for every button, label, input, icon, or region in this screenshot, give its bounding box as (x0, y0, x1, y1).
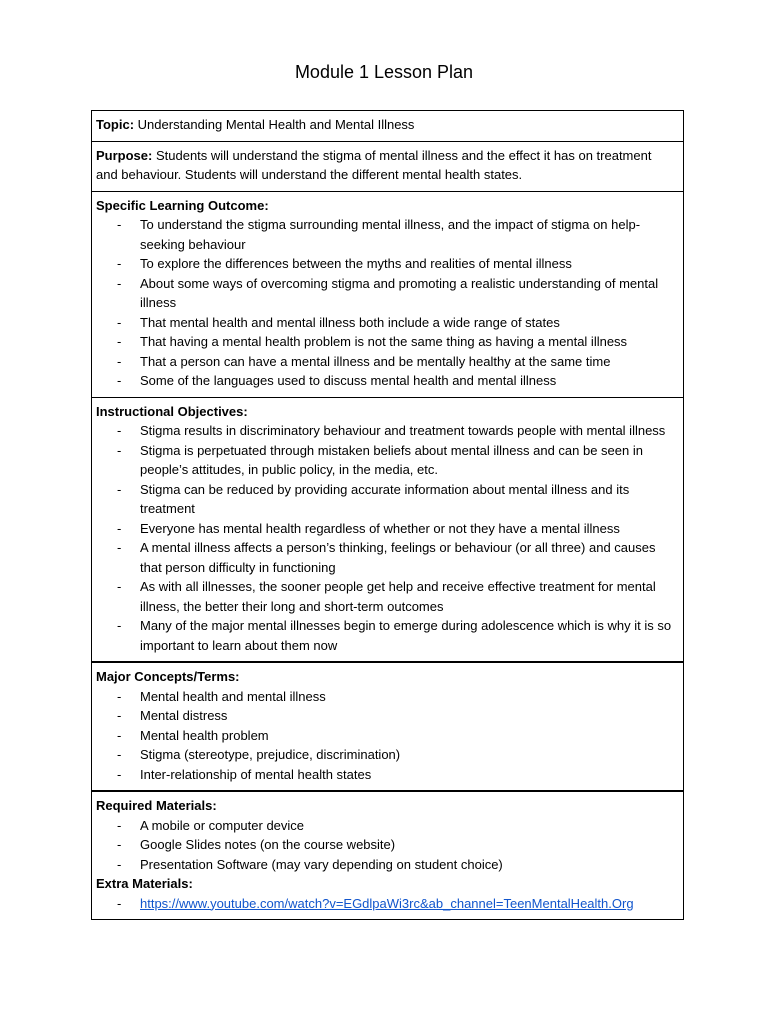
page-title: Module 1 Lesson Plan (294, 62, 474, 82)
list-item: - Mental health problem (96, 726, 675, 746)
list-item: - To explore the differences between the myths and realities of mental illness (96, 254, 675, 274)
objectives-list (96, 421, 675, 655)
list-item: - That mental health and mental illness both include a wide range of states (96, 313, 675, 333)
list-item: - Some of the languages used to discuss mental health and mental illness (96, 371, 675, 391)
list-item: - That a person can have a mental illness and be mentally healthy at the same time (96, 352, 675, 372)
extra-materials-list (96, 894, 675, 914)
list-item: - Mental distress (96, 706, 675, 726)
topic-text: Understanding Mental Health and Mental Illness (137, 117, 415, 132)
list-item: - Stigma can be reduced by providing accurate information about mental illness and its treatment (96, 480, 675, 519)
objectives-label: Instructional Objectives: (96, 403, 248, 419)
list-item: - Presentation Software (may vary depending on student choice) (96, 855, 675, 875)
outcomes-label: Specific Learning Outcome: (96, 197, 269, 213)
list-item: - About some ways of overcoming stigma and promoting a realistic understanding of mental illness (96, 274, 675, 313)
materials-list (96, 816, 675, 875)
purpose-row (92, 142, 683, 192)
purpose-text: Students will understand the stigma of mental illness and the effect it has on treatment and behaviour. Students will understand the different mental health states. (96, 147, 652, 182)
list-item: - A mobile or computer device (96, 816, 675, 836)
list-item: - A mental illness affects a person’s thinking, feelings or behaviour (or all three) and causes that person difficulty in functioning (96, 538, 675, 577)
topic-label: Topic: (96, 117, 135, 132)
list-item: - Mental health and mental illness (96, 687, 675, 707)
list-item: - Many of the major mental illnesses begin to emerge during adolescence which is why it is so important to learn about them now (96, 616, 675, 655)
objectives-row (92, 398, 683, 664)
materials-label: Required Materials: (96, 798, 217, 813)
list-item: - Inter-relationship of mental health states (96, 765, 675, 785)
outcomes-row (92, 192, 683, 398)
list-item (96, 894, 675, 914)
concepts-list (96, 687, 675, 785)
purpose-label: Purpose: (96, 147, 153, 163)
materials-row (92, 792, 683, 919)
outcomes-list (96, 215, 675, 391)
extra-materials-label: Extra Materials: (96, 876, 193, 891)
concepts-row (92, 663, 683, 792)
topic-row (92, 111, 683, 142)
list-item: - As with all illnesses, the sooner people get help and receive effective treatment for mental illness, the better their long and short-term outcomes (96, 577, 675, 616)
list-item: - That having a mental health problem is not the same thing as having a mental illness (96, 332, 675, 352)
list-item: - Stigma results in discriminatory behaviour and treatment towards people with mental illness (96, 421, 675, 441)
list-item: - Google Slides notes (on the course website) (96, 835, 675, 855)
list-item: - Stigma (stereotype, prejudice, discrimination) (96, 745, 675, 765)
youtube-link[interactable]: https://www.youtube.com/watch?v=EGdlpaWi3rc&ab_channel=TeenMentalHealth.Org (140, 895, 634, 911)
list-item: - To understand the stigma surrounding mental illness, and the impact of stigma on help-seeking behaviour (96, 215, 675, 254)
list-item: - Stigma is perpetuated through mistaken beliefs about mental illness and can be seen in people’s attitudes, in public policy, in the media, etc. (96, 441, 675, 480)
lesson-plan-table (91, 110, 684, 920)
concepts-label: Major Concepts/Terms: (96, 669, 240, 684)
list-item: - Everyone has mental health regardless of whether or not they have a mental illness (96, 519, 675, 539)
